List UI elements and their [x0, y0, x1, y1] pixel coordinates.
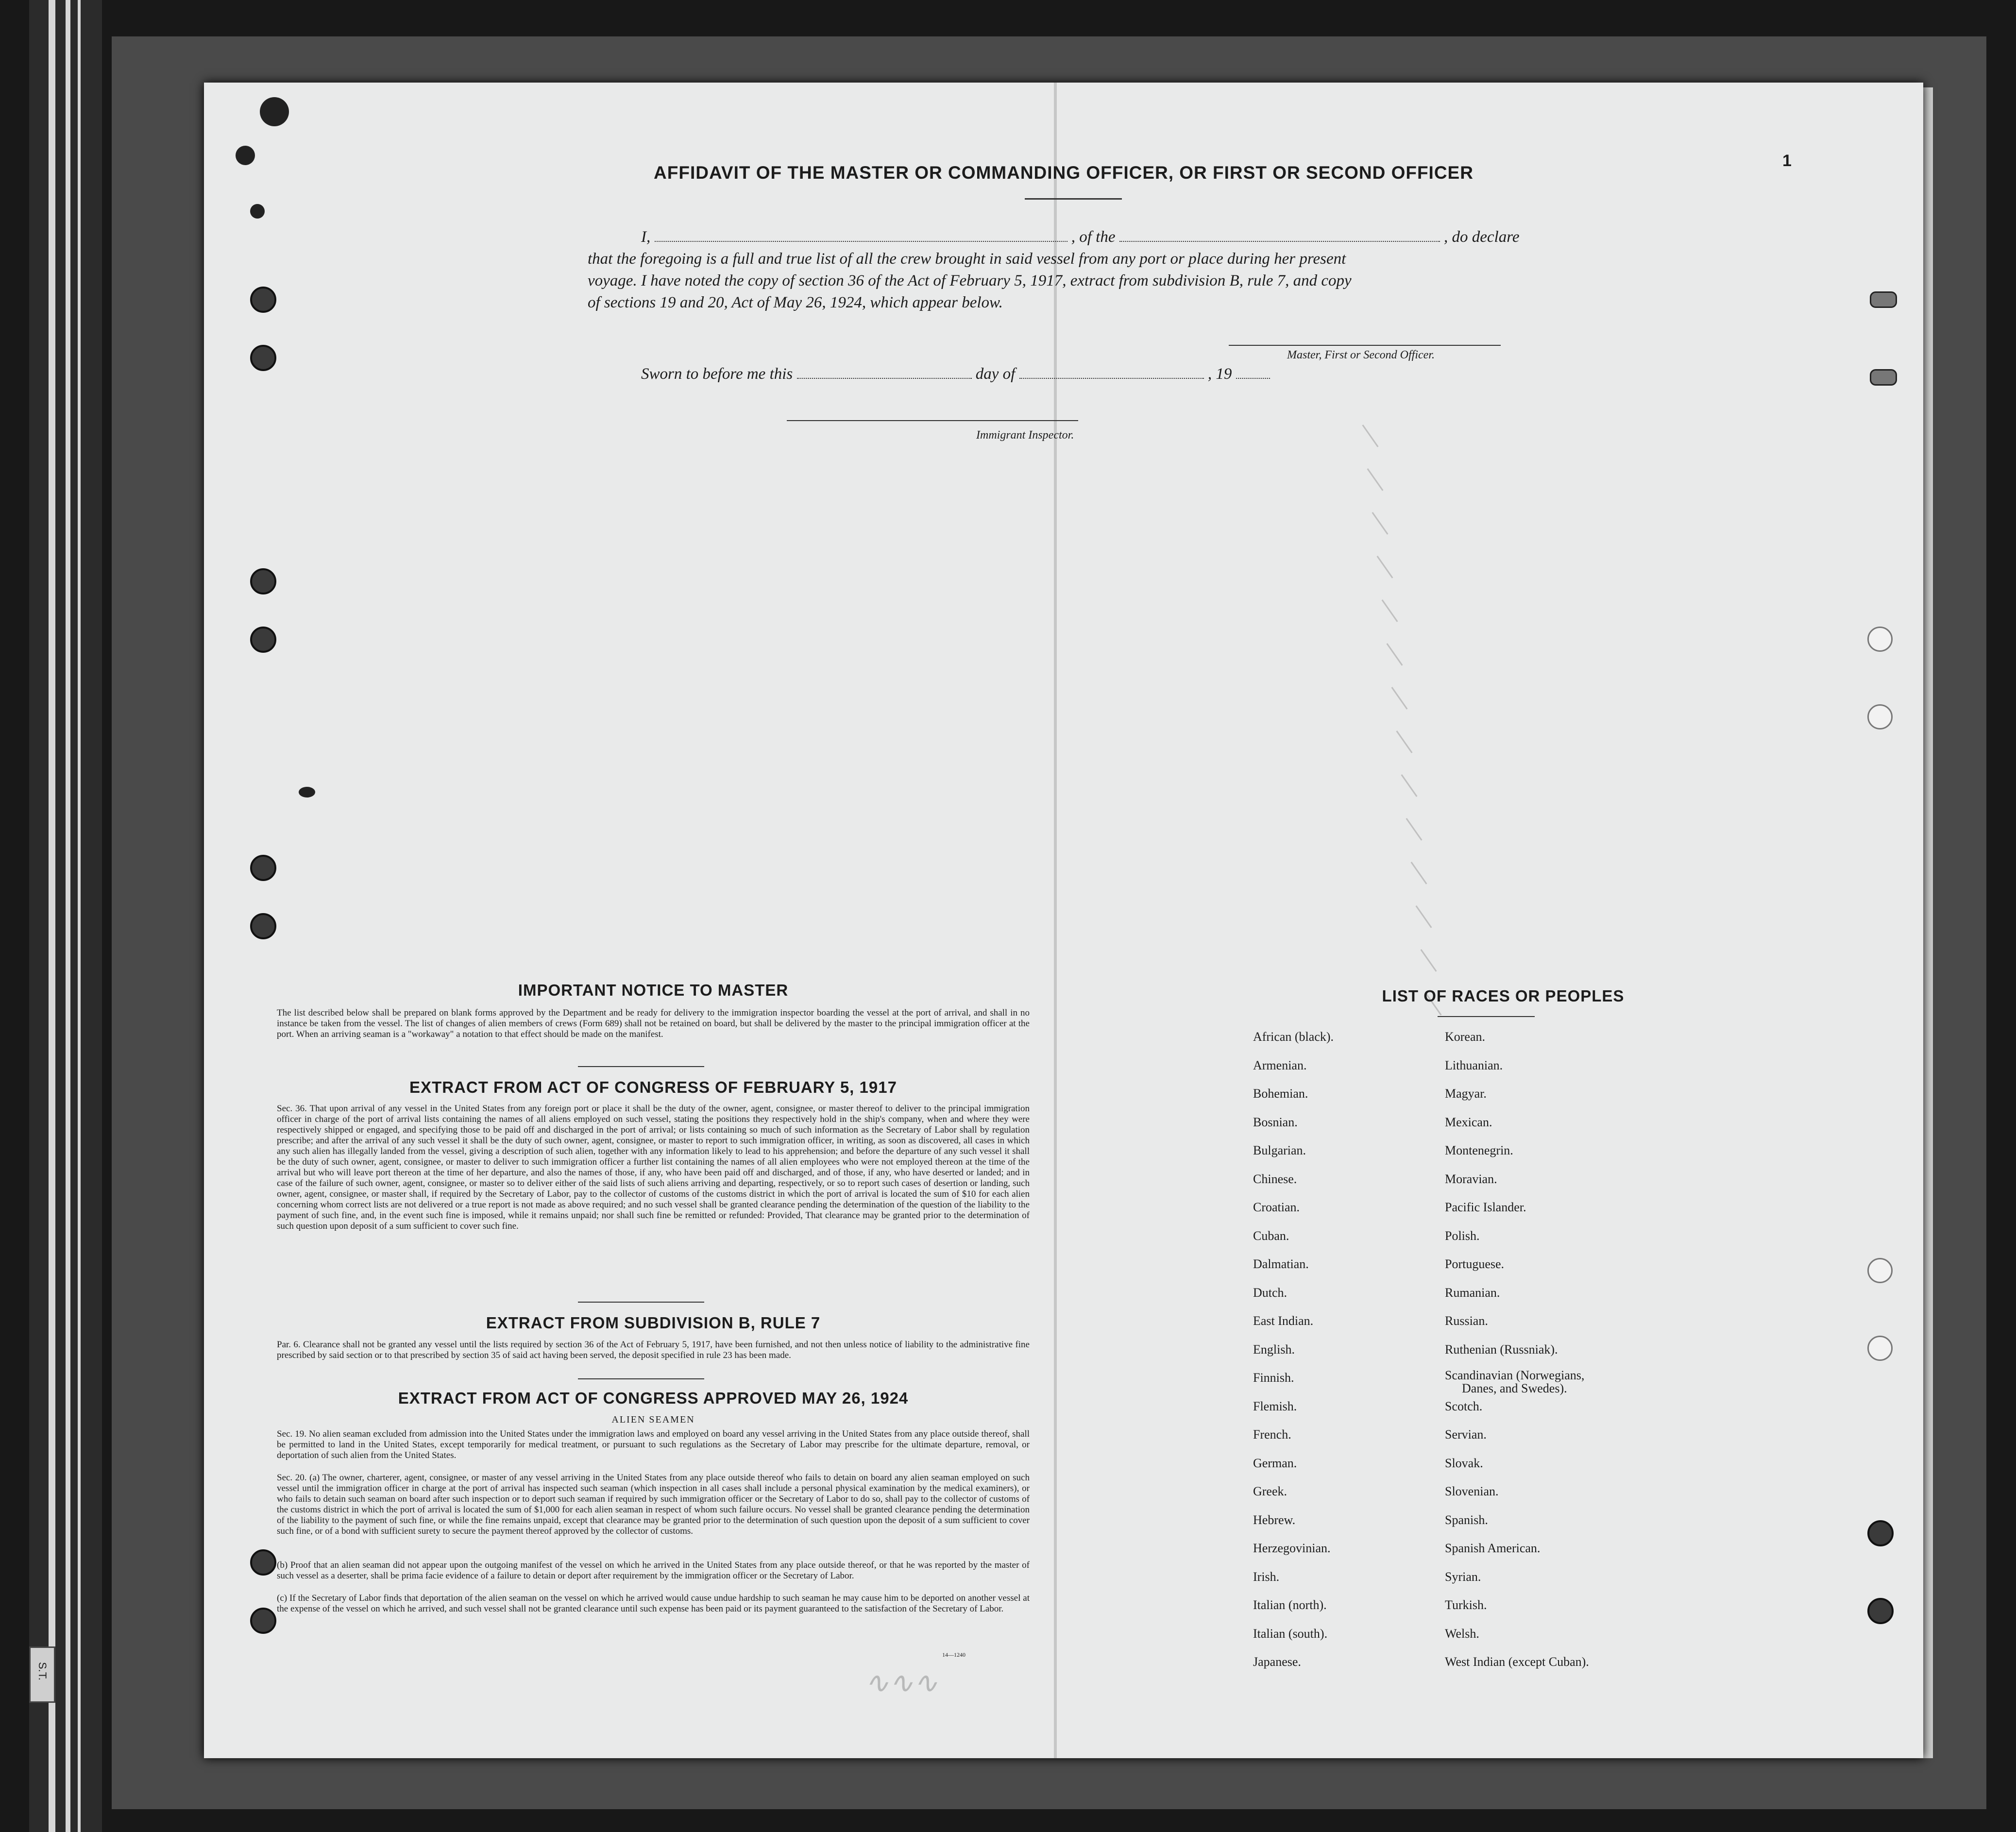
inspector-signature-line[interactable]	[787, 420, 1078, 421]
page-fold	[1054, 83, 1057, 1758]
notice-text: The list described below shall be prepared on blank forms approved by the Department and be ready for delivery to the immigration inspector boarding the vessel at the port of arrival, and shall in no instance be taken from the vessel. The list of changes of alien members of crews (Form 689) shall not be retained on board, but shall be delivered by the master to the principal immigration officer at the port. When an arriving seaman is a "workaway" a notation to that effect should be made on the manifest.	[277, 1008, 1030, 1039]
punch-hole	[1867, 1598, 1894, 1624]
races-title: LIST OF RACES OR PEOPLES	[1382, 987, 1625, 1005]
affidavit-text: I,	[641, 228, 651, 246]
sworn-day-field[interactable]	[797, 367, 972, 379]
race-item: Greek.	[1253, 1484, 1288, 1498]
extract-1924-title: EXTRACT FROM ACT OF CONGRESS APPROVED MAY 26, 1924	[398, 1389, 909, 1407]
sworn-line	[641, 365, 1270, 383]
manifest-page	[204, 83, 1923, 1758]
affidavit-line-2: that the foregoing is a full and true list of all the crew brought in said vessel from any port or place during her present	[588, 250, 1346, 268]
race-item: Turkish.	[1445, 1598, 1487, 1612]
sworn-text: Sworn to before me this	[641, 365, 793, 383]
race-item: Slovak.	[1445, 1456, 1483, 1470]
affidavit-text: , do declare	[1443, 228, 1520, 246]
extract-1924-sec20: Sec. 20. (a) The owner, charterer, agent, consignee, or master of any vessel arriving in the United States from any place outside thereof who fails to detain on board any alien seaman employed on such vessel until the immigration officer in charge at the port of arrival has inspected such seaman (which inspection in all cases shall include a personal physical examination by the medical examiners), or who fails to detain such seaman on board after such inspection or to deport such seaman if required by such immigration officer or the Secretary of Labor to do so, shall pay to the collector of customs of the customs district in which the port of arrival is located the sum of $1,000 for each alien seaman in respect of whom such failure occurs. No vessel shall be granted clearance pending the determination of the liability to the payment of such fine, or while the fine remains unpaid, except that clearance may be granted prior to the determination of such question upon the deposit of a sum sufficient to cover such fine, or of a bond with sufficient surety to secure the payment thereof approved by the collector of customs.	[277, 1473, 1030, 1536]
master-signature-line[interactable]	[1229, 345, 1501, 346]
vessel-field[interactable]	[1119, 230, 1440, 242]
name-field[interactable]	[655, 230, 1067, 242]
affidavit-line-4: of sections 19 and 20, Act of May 26, 1924, which appear below.	[588, 294, 1003, 311]
race-item: Flemish.	[1253, 1399, 1297, 1413]
race-item: Cuban.	[1253, 1228, 1289, 1243]
punch-hole	[250, 287, 276, 313]
race-item: East Indian.	[1253, 1314, 1314, 1328]
binder-mark: S.T.	[36, 1662, 49, 1680]
punch-hole	[1867, 704, 1893, 729]
race-item: Chinese.	[1253, 1171, 1297, 1186]
race-item: Japanese.	[1253, 1655, 1301, 1669]
extract-1917-text: Sec. 36. That upon arrival of any vessel in the United States from any foreign port or place it shall be the duty of the owner, agent, consignee, or master thereof to deliver to the principal immigration officer in charge of the port of arrival lists containing the names of all aliens employed on such vessel, stating the positions they respectively hold in the ship's company, when and where they were respectively shipped or engaged, and specifying those to be paid off and discharged in the port of arrival; or lists containing so much of such information as the Secretary of Labor shall by regulation prescribe; and after the arrival of any such vessel it shall be the duty of such owner, agent, consignee, or master to report to such immigration officer, in writing, as soon as discovered, all cases in which any such alien has illegally landed from the vessel, giving a description of such alien, together with any information likely to lead to his apprehension; and before the departure of any such vessel it shall be the duty of such owner, agent, consignee, or master to deliver to such immigration officer a further list containing the names of all alien employees who were not employed thereon at the time of the arrival but who will leave port thereon at the time of her departure, and also the names of those, if any, who have been paid off and discharged, and of those, if any, who have deserted or landed; and in case of the failure of such owner, agent, consignee, or master so to deliver either of the said lists of such aliens arriving and departing, respectively, or so to report such cases of desertion or landing, such owner, agent, consignee, or master shall, if required by the Secretary of Labor, pay to the collector of customs of the customs district in which the port of arrival is located the sum of $10 for each alien concerning whom correct lists are not delivered or a true report is not made as above required; and no such vessel shall be granted clearance pending the determination of the question of the liability to the payment of such fine, and, in the event such fine is imposed, while it remains unpaid; nor shall such fine be remitted or refunded: Provided, That clearance may be granted prior to the determination of such question upon deposit of a sum sufficient to cover such fine.	[277, 1103, 1030, 1231]
faint-signature: ∿∿∿	[864, 1667, 938, 1699]
race-item: Portuguese.	[1445, 1257, 1505, 1271]
extract-1924-sec19: Sec. 19. No alien seaman excluded from admission into the United States under the immigration laws and employed on board any vessel arriving in the United States from any place outside thereof, shall be permitted to land in the United States, except temporarily for medical treatment, or pursuant to such regulations as the Secretary of Labor may prescribe for the ultimate departure, removal, or deportation of such alien from the United States.	[277, 1429, 1030, 1460]
page-number: 1	[1782, 152, 1792, 170]
races-left-column	[1253, 1030, 1438, 1671]
race-item: Spanish American.	[1445, 1541, 1541, 1555]
race-item: Croatian.	[1253, 1200, 1300, 1214]
punch-hole	[1870, 369, 1897, 386]
race-item: West Indian (except Cuban).	[1445, 1655, 1589, 1669]
race-item: Welsh.	[1445, 1626, 1479, 1641]
sworn-month-field[interactable]	[1019, 367, 1204, 379]
extract-1924-sec20c: (c) If the Secretary of Labor finds that deportation of the alien seaman on the vessel on which he arrived would cause undue hardship to such seaman he may cause him to be deported on another vessel at the expense of the vessel on which he arrived, and such vessel shall not be granted clearance until such expense has been paid or its payment guaranteed to the satisfaction of the Secretary of Labor.	[277, 1593, 1030, 1614]
punch-hole	[250, 1549, 276, 1576]
race-item: African (black).	[1253, 1030, 1334, 1044]
race-item: Bohemian.	[1253, 1086, 1308, 1101]
race-item: Montenegrin.	[1445, 1143, 1513, 1157]
race-item: Ruthenian (Russniak).	[1445, 1342, 1558, 1357]
extract-1917-title: EXTRACT FROM ACT OF CONGRESS OF FEBRUARY 5, 1917	[409, 1078, 897, 1096]
race-item: Italian (north).	[1253, 1598, 1327, 1612]
punch-hole	[250, 627, 276, 653]
race-item: Moravian.	[1445, 1171, 1497, 1186]
race-item: Polish.	[1445, 1228, 1480, 1243]
punch-hole	[1867, 1520, 1894, 1546]
inspector-signature-label: Immigrant Inspector.	[976, 429, 1074, 441]
race-item: Scotch.	[1445, 1399, 1483, 1413]
binder-tab	[29, 1646, 55, 1703]
race-item: Bulgarian.	[1253, 1143, 1306, 1157]
race-item: Magyar.	[1445, 1086, 1487, 1101]
race-item: Hebrew.	[1253, 1512, 1296, 1527]
race-item: Italian (south).	[1253, 1626, 1328, 1641]
race-item: Syrian.	[1445, 1569, 1481, 1584]
rule-7-title: EXTRACT FROM SUBDIVISION B, RULE 7	[486, 1314, 821, 1332]
race-item: Herzegovinian.	[1253, 1541, 1331, 1555]
sworn-year-field[interactable]	[1236, 367, 1270, 379]
punch-hole	[1867, 1258, 1893, 1283]
affidavit-line-1	[641, 228, 1519, 246]
race-item: Dutch.	[1253, 1285, 1288, 1300]
punch-hole	[250, 1608, 276, 1634]
race-item: German.	[1253, 1456, 1297, 1470]
master-signature-label: Master, First or Second Officer.	[1287, 349, 1435, 361]
races-right-column	[1445, 1030, 1688, 1671]
affidavit-text: , of the	[1071, 228, 1116, 246]
race-item: Russian.	[1445, 1314, 1488, 1328]
race-item: Mexican.	[1445, 1115, 1492, 1129]
race-item: Spanish.	[1445, 1512, 1488, 1527]
binder-spine	[29, 0, 102, 1832]
rule-7-text: Par. 6. Clearance shall not be granted any vessel until the lists required by section 36 of the Act of February 5, 1917, have been furnished, and not then unless notice of liability to the administrative fine prescribed by said section or to that prescribed by section 35 of said act having been served, the deposit specified in rule 23 has been made.	[277, 1340, 1030, 1360]
race-item: Bosnian.	[1253, 1115, 1298, 1129]
punch-hole	[1867, 627, 1893, 652]
punch-hole	[250, 855, 276, 881]
race-item: Irish.	[1253, 1569, 1280, 1584]
race-item: Korean.	[1445, 1030, 1486, 1044]
sworn-text: day of	[975, 365, 1016, 383]
race-item: Rumanian.	[1445, 1285, 1500, 1300]
race-item: Slovenian.	[1445, 1484, 1499, 1498]
race-item: Scandinavian (Norwegians,	[1445, 1368, 1585, 1382]
race-item: Pacific Islander.	[1445, 1200, 1526, 1214]
alien-seamen-subtitle: ALIEN SEAMEN	[611, 1414, 695, 1425]
sworn-text: , 19	[1207, 365, 1232, 383]
punch-hole	[250, 345, 276, 371]
form-number: 14—1240	[942, 1651, 966, 1658]
race-item: Finnish.	[1253, 1371, 1294, 1385]
race-item: Lithuanian.	[1445, 1058, 1503, 1072]
race-item: Servian.	[1445, 1427, 1487, 1442]
punch-hole	[1870, 291, 1897, 308]
notice-title: IMPORTANT NOTICE TO MASTER	[518, 981, 789, 999]
punch-hole	[250, 568, 276, 594]
affidavit-line-3: voyage. I have noted the copy of section 36 of the Act of February 5, 1917, extract from subdivision B, rule 7, and copy	[588, 272, 1352, 289]
race-item: English.	[1253, 1342, 1295, 1357]
race-item: French.	[1253, 1427, 1291, 1442]
race-item-continuation: Danes, and Swedes).	[1462, 1381, 1567, 1395]
punch-hole	[1867, 1336, 1893, 1361]
race-item: Armenian.	[1253, 1058, 1307, 1072]
punch-hole	[250, 913, 276, 939]
affidavit-title: AFFIDAVIT OF THE MASTER OR COMMANDING OFFICER, OR FIRST OR SECOND OFFICER	[654, 163, 1474, 183]
extract-1924-sec20b: (b) Proof that an alien seaman did not appear upon the outgoing manifest of the vessel on which he arrived in the United States from any place outside thereof, or that he was reported by the master of such vessel as a deserter, shall be prima facie evidence of a failure to detain or deport after requirement by the immigration officer or the Secretary of Labor.	[277, 1560, 1030, 1581]
race-item: Dalmatian.	[1253, 1257, 1309, 1271]
